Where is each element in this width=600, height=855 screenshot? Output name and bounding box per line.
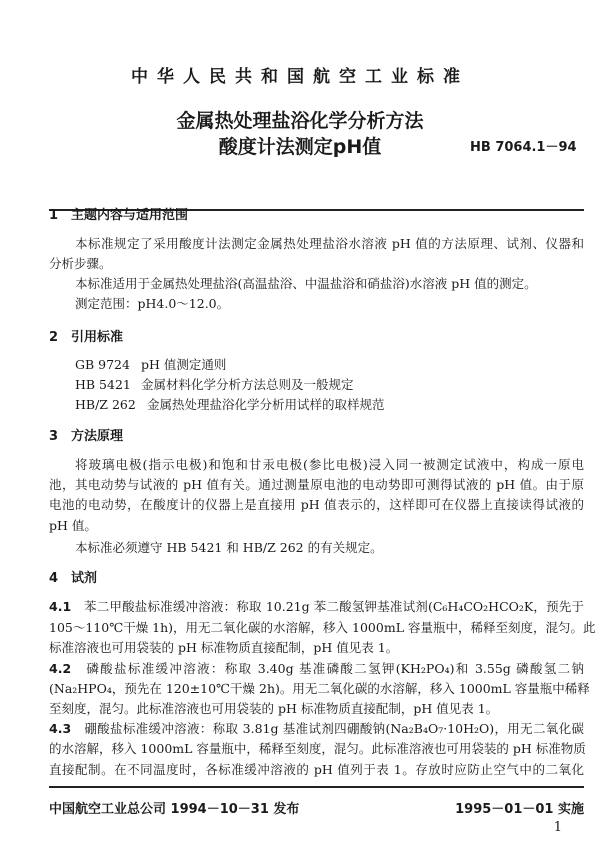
section-1-line: 本标准规定了采用酸度计法测定金属热处理盐浴水溶液 pH 值的方法原理、试剂、仪器和 (75, 236, 584, 251)
item-number: 4.2 (49, 661, 72, 676)
reference-item (75, 395, 385, 413)
reagent-4-3-line: 的水溶解，移入 1000mL 容量瓶中，稀释至刻度，混匀。此标准溶液也可用袋装的 pH 标准物质 (49, 741, 586, 756)
reagent-4-2-line: (Na₂HPO₄，预先在 120±10℃干燥 2h)。用无二氧化碳的水溶解，移入 1000mL 容量瓶中稀释 (49, 681, 590, 696)
section-3-line: 本标准必须遵守 HB 5421 和 HB/Z 262 的有关规定。 (75, 540, 383, 555)
section-4-heading: 4 试剂 (49, 571, 98, 586)
reagent-4-1-line: 105～110℃干燥 1h)，用无二氧化碳的水溶解，移入 1000mL 容量瓶中，稀释至刻度，混匀。此 (49, 620, 596, 635)
reagent-4-1-line: 标准溶液也可用袋装的 pH 标准物质直接配制，pH 值见表 1。 (49, 640, 399, 655)
reference-code: GB 9724 (75, 357, 130, 372)
item-text: 苯二甲酸盐标准缓冲溶液：称取 10.21g 苯二酸氢钾基准试剂(C₆H₄CO₂HCO₂K，预先于 (84, 599, 584, 614)
section-3-line: pH 值。 (49, 518, 97, 533)
section-1-line: 测定范围：pH4.0～12.0。 (75, 296, 230, 311)
item-text: 硼酸盐标准缓冲溶液：称取 3.81g 基准试剂四硼酸钠(Na₂B₄O₇·10H₂O)，用无二氧化碳 (84, 721, 584, 736)
section-2-heading: 2 引用标准 (49, 330, 124, 345)
reagent-4-3-line: 直接配制。在不同温度时，各标准缓冲溶液的 pH 值列于表 1。存放时应防止空气中的二氧化 (49, 762, 584, 777)
document-title-line1: 金属热处理盐浴化学分析方法 (176, 110, 424, 132)
section-3-line: 将玻璃电极(指示电极)和饱和甘汞电极(参比电极)浸入同一被测定试液中，构成一原电 (75, 457, 584, 472)
reference-item (75, 355, 226, 373)
standard-org-title: 中华人民共和国航空工业标准 (131, 67, 469, 87)
reagent-4-2-line (49, 659, 584, 677)
reference-code: HB 5421 (75, 377, 131, 392)
reagent-4-1-line (49, 597, 584, 615)
section-3-heading: 3 方法原理 (49, 429, 124, 444)
reference-title: pH 值测定通则 (141, 357, 227, 372)
item-number: 4.1 (49, 599, 72, 614)
reference-title: 金属热处理盐浴化学分析用试样的取样规范 (147, 397, 385, 412)
section-1-heading-text: 1 主题内容与适用范围 (49, 208, 189, 223)
reference-code: HB/Z 262 (75, 397, 136, 412)
item-number: 4.3 (49, 721, 72, 736)
reagent-4-2-line: 至刻度，混匀。此标准溶液也可用袋装的 pH 标准物质直接配制，pH 值见表 1。 (49, 701, 499, 716)
page-number: 1 (553, 820, 562, 835)
issue-date: 中国航空工业总公司 1994－10－31 发布 (49, 802, 300, 817)
document-title-line2: 酸度计法测定pH值 (218, 136, 382, 158)
reagent-4-3-line (49, 719, 584, 737)
reference-title: 金属材料化学分析方法总则及一般规定 (141, 377, 354, 392)
effective-date: 1995－01－01 实施 (455, 802, 584, 817)
footer-divider (49, 786, 584, 788)
section-1-heading (49, 204, 188, 223)
section-1-line: 分析步骤。 (49, 256, 112, 271)
section-3-line: 池，其电动势与试液的 pH 值有关。通过测量原电池的电动势即可测得试液的 pH 值。由于原 (49, 477, 584, 492)
reference-item (75, 375, 354, 393)
standard-code: HB 7064.1－94 (470, 140, 577, 155)
item-text: 磷酸盐标准缓冲溶液：称取 3.40g 基准磷酸二氢钾(KH₂PO₄)和 3.55g 磷酸氢二钠 (86, 661, 584, 676)
section-3-line: 电池的电动势，在酸度计的仪器上是直接用 pH 值表示的，这样即可在仪器上直接读得试液的 (49, 497, 584, 512)
section-1-line: 本标准适用于金属热处理盐浴(高温盐浴、中温盐浴和硝盐浴)水溶液 pH 值的测定。 (75, 276, 537, 291)
